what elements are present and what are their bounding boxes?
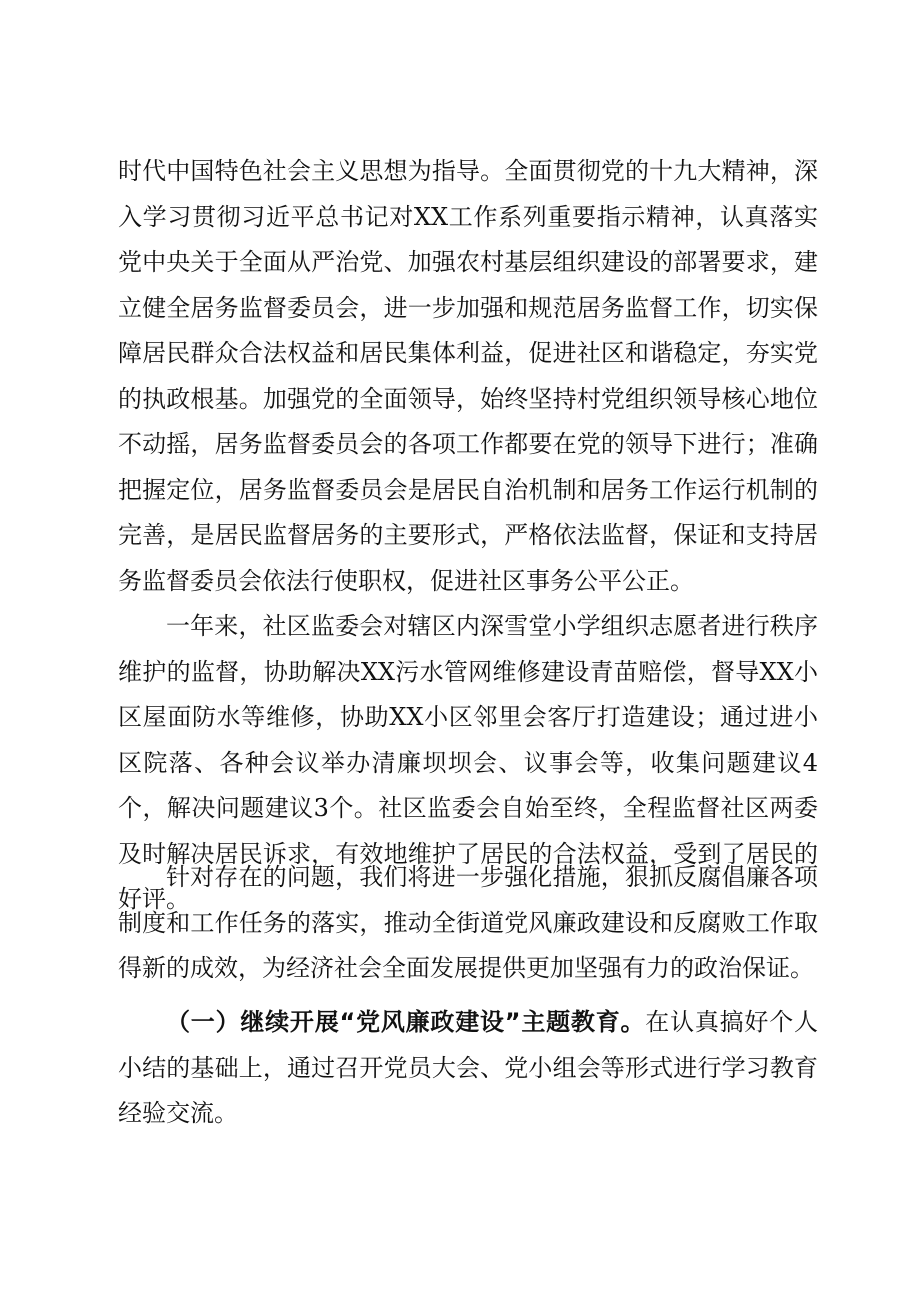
paragraph-next-steps: 针对存在的问题，我们将进一步强化措施，狠抓反腐倡廉各项制度和工作任务的落实，推动全街道党风廉政建设和反腐败工作取得新的成效，为经济社会全面发展提供更加坚强有力的政治保证。 [118, 863, 818, 982]
section-heading: （一）继续开展“党风廉政建设”主题教育。 [166, 1008, 646, 1036]
section-body: 在认真搞好个人小结的基础上，通过召开党员大会、党小组会等形式进行学习教育经验交流。 [118, 1008, 819, 1127]
paragraph-section-one [118, 1000, 818, 1137]
paragraph-guiding-thought: 时代中国特色社会主义思想为指导。全面贯彻党的十九大精神，深入学习贯彻习近平总书记对XX工作系列重要指示精神，认真落实党中央关于全面从严治党、加强农村基层组织建设的部署要求，建立健全居务监督委员会，进一步加强和规范居务监督工作，切实保障居民群众合法权益和居民集体利益，促进社区和谐稳定，夯实党的执政根基。加强党的全面领导，始终坚持村党组织领导核心地位不动摇，居务监督委员会的各项工作都要在党的领导下进行；准确把握定位，居务监督委员会是居民自治机制和居务工作运行机制的完善，是居民监督居务的主要形式，严格依法监督，保证和支持居务监督委员会依法行使职权，促进社区事务公平公正。 [118, 157, 818, 595]
paragraph-annual-work: 一年来，社区监委会对辖区内深雪堂小学组织志愿者进行秩序维护的监督，协助解决XX污水管网维修建设青苗赔偿，督导XX小区屋面防水等维修，协助XX小区邻里会客厅打造建设；通过进小区院落、各种会议举办清廉坝坝会、议事会等，收集问题建议4个，解决问题建议3个。社区监委会自始至终，全程监督社区两委及时解决居民诉求，有效地维护了居民的合法权益，受到了居民的好评。 [118, 612, 818, 913]
